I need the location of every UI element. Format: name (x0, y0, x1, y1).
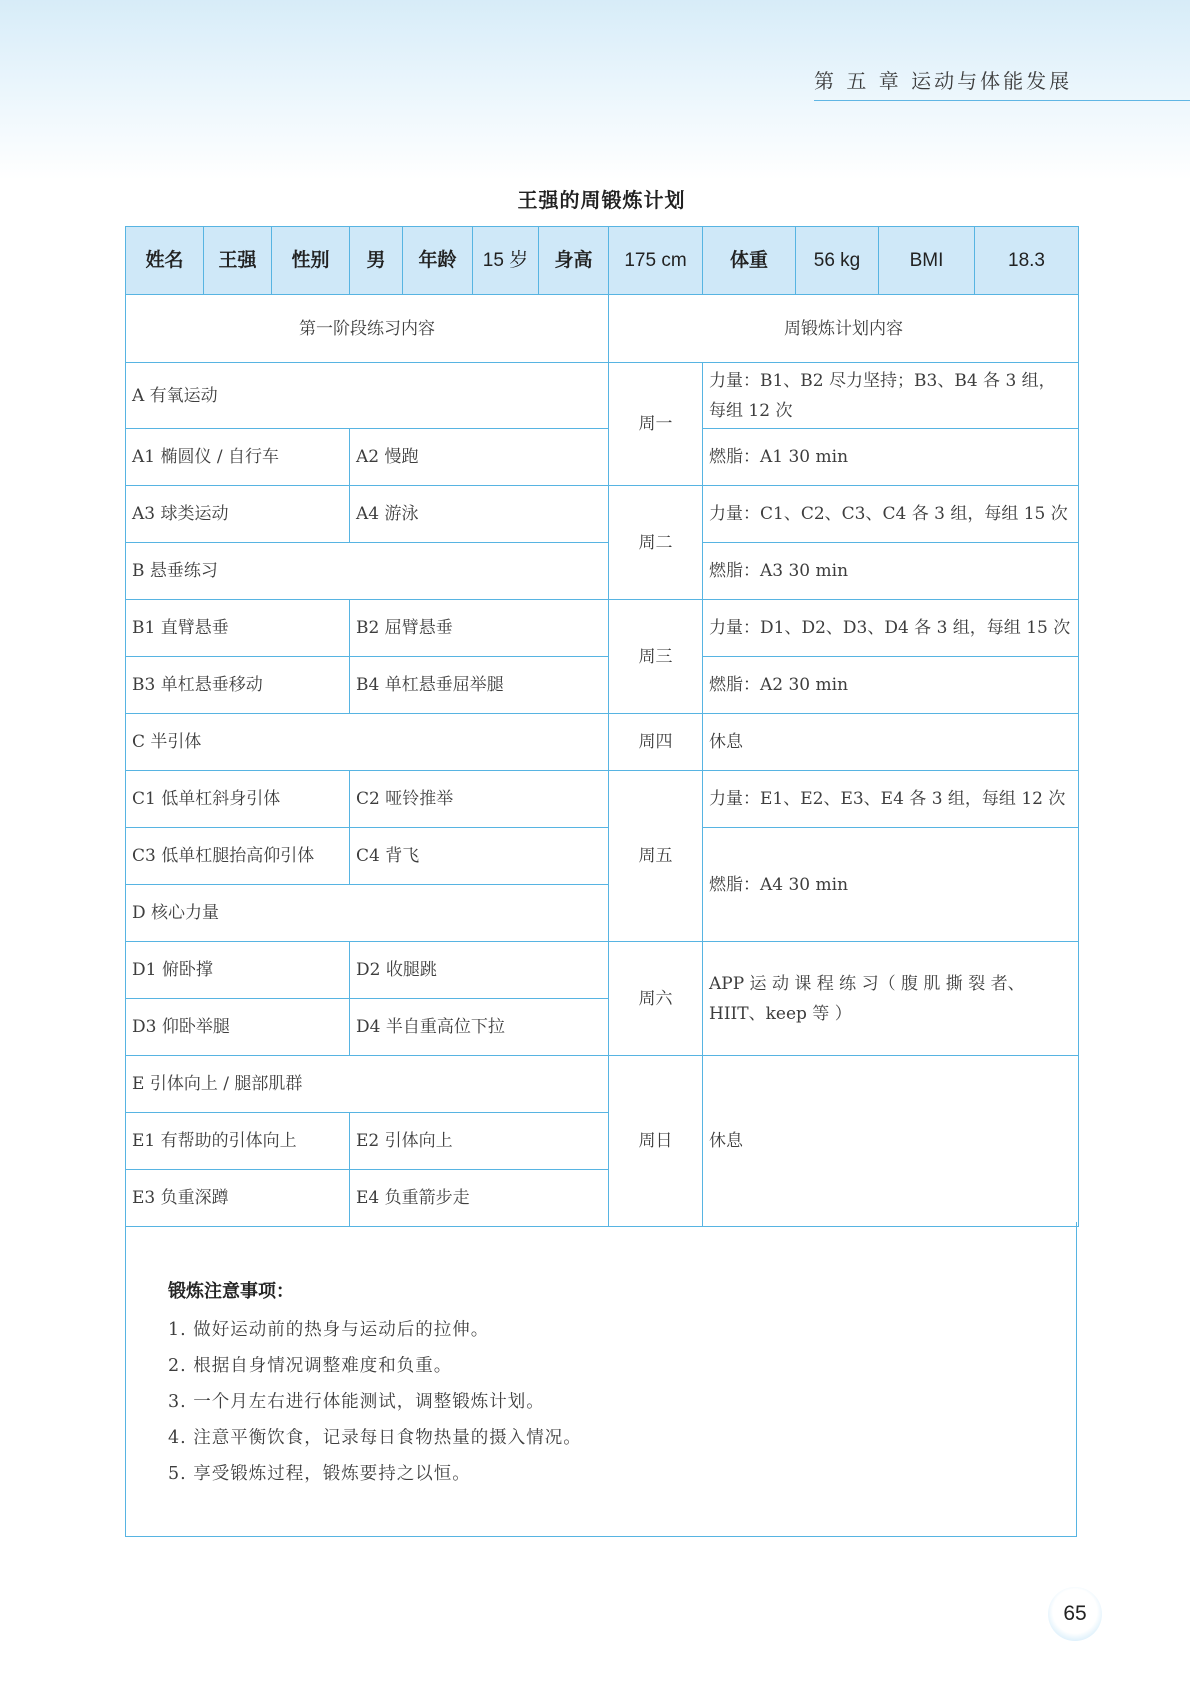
exercise-d3: D3 仰卧举腿 (126, 999, 350, 1056)
exercise-category-d: D 核心力量 (126, 885, 609, 942)
sunday-rest: 休息 (703, 1056, 1079, 1227)
exercise-a3: A3 球类运动 (126, 486, 350, 543)
thursday-rest: 休息 (703, 714, 1079, 771)
exercise-category-a: A 有氧运动 (126, 363, 609, 429)
page-title: 王强的周锻炼计划 (517, 190, 686, 212)
monday-strength: 力量：B1、B2 尽力坚持；B3、B4 各 3 组，每组 12 次 (703, 363, 1079, 429)
exercise-e1: E1 有帮助的引体向上 (126, 1113, 350, 1170)
exercise-e3: E3 负重深蹲 (126, 1170, 350, 1227)
weight-value: 56 kg (796, 227, 879, 295)
exercise-d1: D1 俯卧撑 (126, 942, 350, 999)
friday-fat-burn: 燃脂：A4 30 min (703, 828, 1079, 942)
exercise-e2: E2 引体向上 (350, 1113, 609, 1170)
name-label: 姓名 (126, 227, 204, 295)
exercise-b2: B2 屈臂悬垂 (350, 600, 609, 657)
exercise-a1: A1 椭圆仪 / 自行车 (126, 429, 350, 486)
exercise-d4: D4 半自重高位下拉 (350, 999, 609, 1056)
exercise-c1: C1 低单杠斜身引体 (126, 771, 350, 828)
chapter-header: 第 五 章 运动与体能发展 (814, 66, 1190, 101)
note-item: 3. 一个月左右进行体能测试，调整锻炼计划。 (168, 1392, 545, 1412)
saturday-app-training: APP 运 动 课 程 练 习（ 腹 肌 撕 裂 者、HIIT、keep 等 ） (703, 942, 1079, 1056)
name-value: 王强 (204, 227, 272, 295)
day-saturday: 周六 (609, 942, 703, 1056)
exercise-category-e: E 引体向上 / 腿部肌群 (126, 1056, 609, 1113)
day-thursday: 周四 (609, 714, 703, 771)
gender-label: 性别 (272, 227, 350, 295)
exercise-b3: B3 单杠悬垂移动 (126, 657, 350, 714)
bmi-value: 18.3 (975, 227, 1079, 295)
note-item: 5. 享受锻炼过程，锻炼要持之以恒。 (168, 1464, 471, 1484)
height-value: 175 cm (609, 227, 703, 295)
note-item: 1. 做好运动前的热身与运动后的拉伸。 (168, 1320, 490, 1340)
friday-strength: 力量：E1、E2、E3、E4 各 3 组，每组 12 次 (703, 771, 1079, 828)
weekly-plan-table (125, 226, 1079, 1227)
weight-label: 体重 (703, 227, 796, 295)
right-column-header: 周锻炼计划内容 (609, 295, 1079, 363)
exercise-e4: E4 负重箭步走 (350, 1170, 609, 1227)
info-row (126, 227, 1079, 295)
day-monday: 周一 (609, 363, 703, 486)
page-number: 65 (1048, 1587, 1102, 1641)
bmi-label: BMI (879, 227, 975, 295)
monday-fat-burn: 燃脂：A1 30 min (703, 429, 1079, 486)
exercise-c4: C4 背飞 (350, 828, 609, 885)
exercise-b1: B1 直臂悬垂 (126, 600, 350, 657)
day-wednesday: 周三 (609, 600, 703, 714)
height-label: 身高 (539, 227, 609, 295)
exercise-a4: A4 游泳 (350, 486, 609, 543)
age-label: 年龄 (403, 227, 473, 295)
exercise-d2: D2 收腿跳 (350, 942, 609, 999)
wednesday-fat-burn: 燃脂：A2 30 min (703, 657, 1079, 714)
day-friday: 周五 (609, 771, 703, 942)
exercise-a2: A2 慢跑 (350, 429, 609, 486)
exercise-category-c: C 半引体 (126, 714, 609, 771)
gender-value: 男 (350, 227, 403, 295)
day-sunday: 周日 (609, 1056, 703, 1227)
notes-title: 锻炼注意事项： (168, 1281, 294, 1301)
tuesday-fat-burn: 燃脂：A3 30 min (703, 543, 1079, 600)
age-value: 15 岁 (473, 227, 539, 295)
note-item: 2. 根据自身情况调整难度和负重。 (168, 1356, 453, 1376)
exercise-c3: C3 低单杠腿抬高仰引体 (126, 828, 350, 885)
wednesday-strength: 力量：D1、D2、D3、D4 各 3 组，每组 15 次 (703, 600, 1079, 657)
day-tuesday: 周二 (609, 486, 703, 600)
exercise-b4: B4 单杠悬垂屈举腿 (350, 657, 609, 714)
notes-list (168, 1312, 582, 1492)
tuesday-strength: 力量：C1、C2、C3、C4 各 3 组，每组 15 次 (703, 486, 1079, 543)
left-column-header: 第一阶段练习内容 (126, 295, 609, 363)
exercise-category-b: B 悬垂练习 (126, 543, 609, 600)
exercise-c2: C2 哑铃推举 (350, 771, 609, 828)
note-item: 4. 注意平衡饮食，记录每日食物热量的摄入情况。 (168, 1428, 582, 1448)
